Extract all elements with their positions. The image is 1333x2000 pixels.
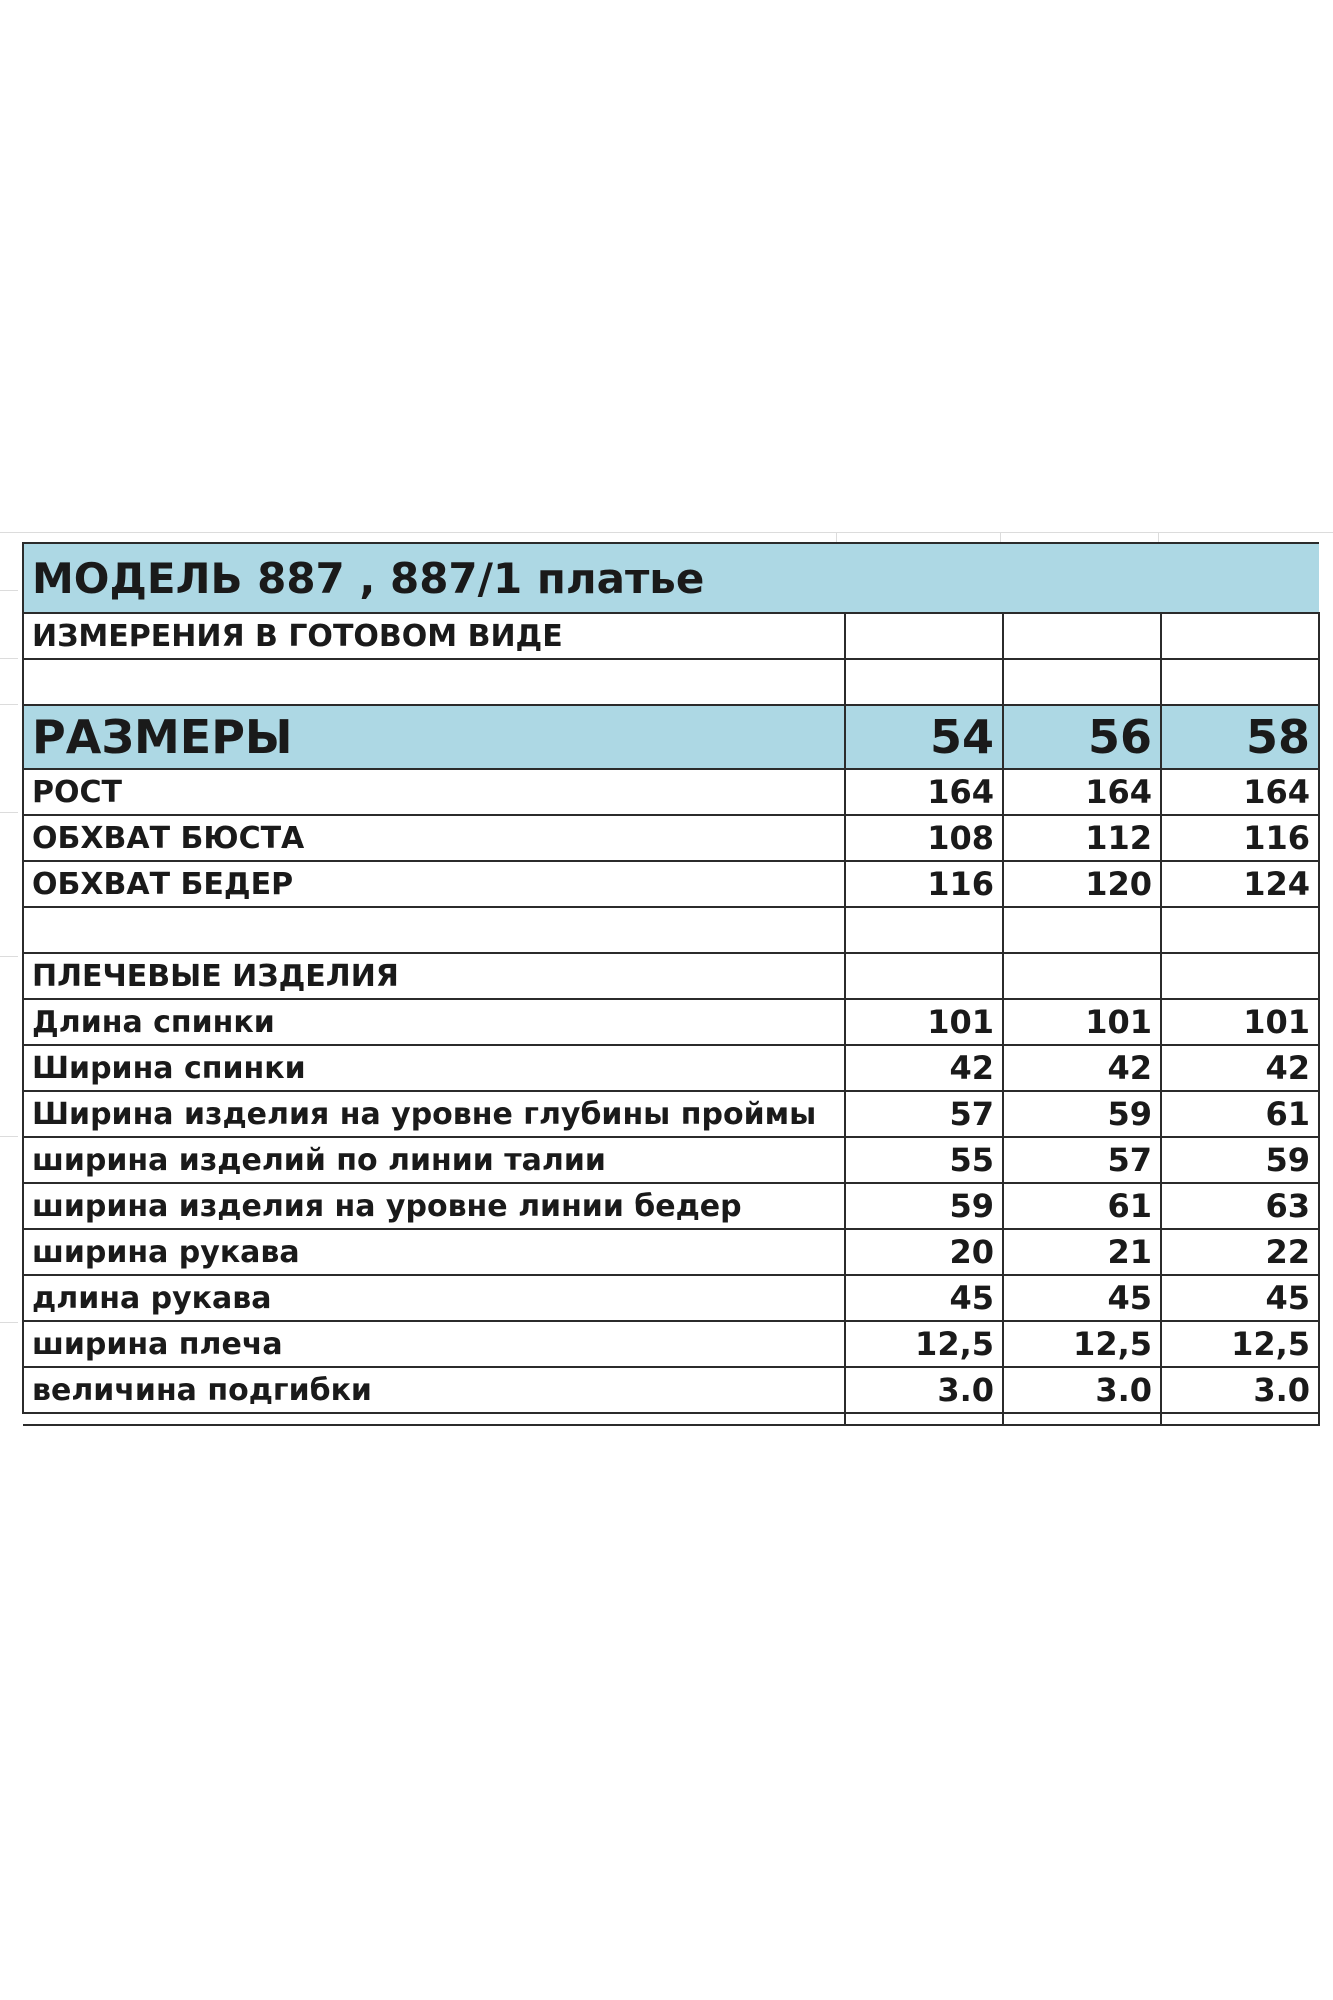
model-title-row — [23, 543, 1319, 613]
sheet-gridline — [1158, 532, 1159, 542]
row-value: 59 — [1161, 1137, 1319, 1183]
row-value: 12,5 — [1161, 1321, 1319, 1367]
empty-cell — [845, 907, 1003, 953]
row-value: 3.0 — [845, 1367, 1003, 1413]
row-label: ширина плеча — [23, 1321, 845, 1367]
row-label: величина подгибки — [23, 1367, 845, 1413]
row-value: 120 — [1003, 861, 1161, 907]
sheet-gridline — [0, 590, 18, 591]
sheet-gridline — [0, 812, 18, 813]
row-value: 63 — [1161, 1183, 1319, 1229]
row-value: 101 — [1003, 999, 1161, 1045]
sheet-gridline — [836, 532, 837, 542]
empty-cell — [1161, 1413, 1319, 1425]
row-label: РОСТ — [23, 769, 845, 815]
row-label: ширина изделия на уровне линии бедер — [23, 1183, 845, 1229]
row-value: 42 — [1161, 1045, 1319, 1091]
row-value: 59 — [1003, 1091, 1161, 1137]
size-table — [22, 542, 1320, 1426]
row-value: 20 — [845, 1229, 1003, 1275]
row-label: ширина рукава — [23, 1229, 845, 1275]
section-label: ПЛЕЧЕВЫЕ ИЗДЕЛИЯ — [23, 953, 845, 999]
size-54: 54 — [845, 705, 1003, 769]
model-title: МОДЕЛЬ 887 , 887/1 платье — [23, 543, 1319, 613]
measurements-subtitle: ИЗМЕРЕНИЯ В ГОТОВОМ ВИДЕ — [23, 613, 845, 659]
sheet-gridline — [0, 956, 18, 957]
row-value: 45 — [1161, 1275, 1319, 1321]
row-label: ширина изделий по линии талии — [23, 1137, 845, 1183]
empty-cell — [1003, 907, 1161, 953]
row-value: 42 — [845, 1045, 1003, 1091]
empty-cell — [1003, 953, 1161, 999]
size-56: 56 — [1003, 705, 1161, 769]
subtitle-row — [23, 613, 1319, 659]
sheet-gridline — [1000, 532, 1001, 542]
empty-cell — [845, 953, 1003, 999]
table-row — [23, 1321, 1319, 1367]
size-chart-sheet — [0, 532, 1333, 1466]
table-row — [23, 1091, 1319, 1137]
empty-cell — [1161, 907, 1319, 953]
row-value: 116 — [1161, 815, 1319, 861]
row-value: 61 — [1003, 1183, 1161, 1229]
row-value: 3.0 — [1003, 1367, 1161, 1413]
sheet-gridline — [0, 1136, 18, 1137]
row-value: 108 — [845, 815, 1003, 861]
row-value: 164 — [1161, 769, 1319, 815]
row-value: 3.0 — [1161, 1367, 1319, 1413]
sizes-label: РАЗМЕРЫ — [23, 705, 845, 769]
empty-cell — [23, 659, 845, 705]
row-value: 45 — [1003, 1275, 1161, 1321]
row-label: ОБХВАТ БЕДЕР — [23, 861, 845, 907]
table-row — [23, 1229, 1319, 1275]
table-row — [23, 815, 1319, 861]
row-value: 164 — [845, 769, 1003, 815]
blank-row — [23, 907, 1319, 953]
row-value: 57 — [1003, 1137, 1161, 1183]
row-value: 101 — [845, 999, 1003, 1045]
row-label: Длина спинки — [23, 999, 845, 1045]
table-row — [23, 1275, 1319, 1321]
table-row — [23, 999, 1319, 1045]
row-value: 57 — [845, 1091, 1003, 1137]
empty-cell — [845, 1413, 1003, 1425]
row-value: 55 — [845, 1137, 1003, 1183]
empty-cell — [1161, 953, 1319, 999]
empty-cell — [23, 1413, 845, 1425]
row-label: ОБХВАТ БЮСТА — [23, 815, 845, 861]
table-row — [23, 1183, 1319, 1229]
row-value: 12,5 — [845, 1321, 1003, 1367]
sheet-gridline — [0, 1322, 18, 1323]
cut-off-row — [23, 1413, 1319, 1425]
sheet-gridline — [0, 658, 18, 659]
row-value: 164 — [1003, 769, 1161, 815]
row-value: 12,5 — [1003, 1321, 1161, 1367]
empty-cell — [1003, 613, 1161, 659]
empty-cell — [845, 613, 1003, 659]
row-label: Ширина изделия на уровне глубины проймы — [23, 1091, 845, 1137]
sizes-header-row — [23, 705, 1319, 769]
table-row — [23, 861, 1319, 907]
row-value: 42 — [1003, 1045, 1161, 1091]
sheet-gridline — [0, 532, 1333, 533]
row-value: 124 — [1161, 861, 1319, 907]
empty-cell — [1003, 659, 1161, 705]
row-value: 22 — [1161, 1229, 1319, 1275]
row-value: 61 — [1161, 1091, 1319, 1137]
blank-row — [23, 659, 1319, 705]
row-value: 112 — [1003, 815, 1161, 861]
empty-cell — [23, 907, 845, 953]
section-row — [23, 953, 1319, 999]
table-row — [23, 1367, 1319, 1413]
row-value: 116 — [845, 861, 1003, 907]
row-value: 101 — [1161, 999, 1319, 1045]
table-row — [23, 1045, 1319, 1091]
table-row — [23, 1137, 1319, 1183]
empty-cell — [1161, 613, 1319, 659]
table-row — [23, 769, 1319, 815]
row-value: 21 — [1003, 1229, 1161, 1275]
empty-cell — [845, 659, 1003, 705]
row-label: Ширина спинки — [23, 1045, 845, 1091]
sheet-gridline — [0, 704, 18, 705]
empty-cell — [1003, 1413, 1161, 1425]
size-58: 58 — [1161, 705, 1319, 769]
row-label: длина рукава — [23, 1275, 845, 1321]
row-value: 45 — [845, 1275, 1003, 1321]
empty-cell — [1161, 659, 1319, 705]
row-value: 59 — [845, 1183, 1003, 1229]
